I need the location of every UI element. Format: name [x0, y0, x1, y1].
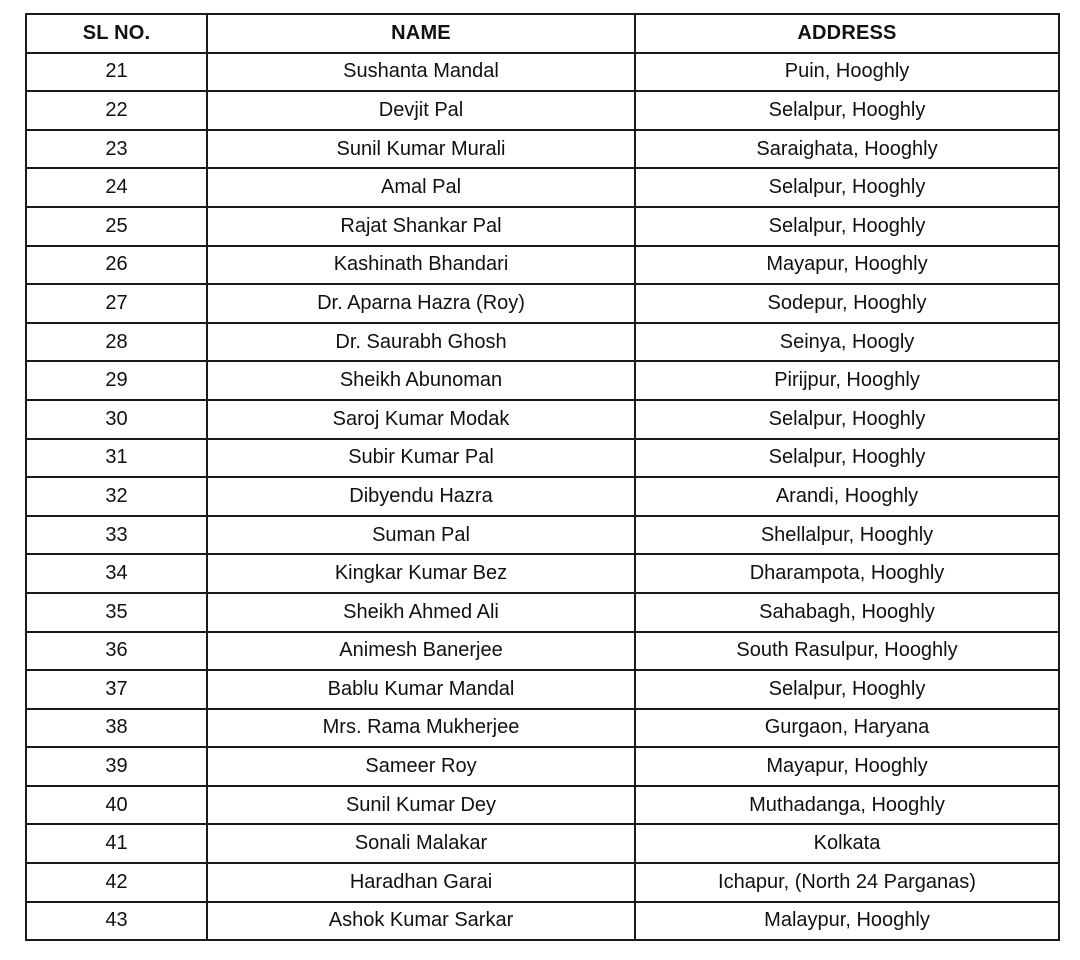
cell-name: Sameer Roy [207, 747, 635, 786]
cell-address: Selalpur, Hooghly [635, 670, 1059, 709]
table-header [26, 14, 1059, 53]
cell-name: Dr. Aparna Hazra (Roy) [207, 284, 635, 323]
cell-name: Haradhan Garai [207, 863, 635, 902]
header-row [26, 14, 1059, 53]
cell-sl-no: 37 [26, 670, 207, 709]
table-row [26, 323, 1059, 362]
cell-address: Muthadanga, Hooghly [635, 786, 1059, 825]
cell-address: Selalpur, Hooghly [635, 91, 1059, 130]
cell-address: Selalpur, Hooghly [635, 439, 1059, 478]
table-row [26, 477, 1059, 516]
table-row [26, 824, 1059, 863]
cell-address: South Rasulpur, Hooghly [635, 632, 1059, 671]
cell-address: Arandi, Hooghly [635, 477, 1059, 516]
cell-address: Dharampota, Hooghly [635, 554, 1059, 593]
cell-address: Puin, Hooghly [635, 53, 1059, 92]
cell-name: Kingkar Kumar Bez [207, 554, 635, 593]
cell-name: Animesh Banerjee [207, 632, 635, 671]
cell-sl-no: 38 [26, 709, 207, 748]
table-row [26, 207, 1059, 246]
cell-sl-no: 33 [26, 516, 207, 555]
cell-name: Mrs. Rama Mukherjee [207, 709, 635, 748]
cell-name: Sonali Malakar [207, 824, 635, 863]
table-row [26, 709, 1059, 748]
table-row [26, 91, 1059, 130]
cell-sl-no: 41 [26, 824, 207, 863]
cell-address: Kolkata [635, 824, 1059, 863]
table-row [26, 400, 1059, 439]
cell-sl-no: 39 [26, 747, 207, 786]
cell-sl-no: 28 [26, 323, 207, 362]
cell-sl-no: 43 [26, 902, 207, 941]
table-row [26, 593, 1059, 632]
table-row [26, 516, 1059, 555]
table-row [26, 361, 1059, 400]
table-row [26, 670, 1059, 709]
cell-address: Selalpur, Hooghly [635, 400, 1059, 439]
table-row [26, 284, 1059, 323]
cell-sl-no: 40 [26, 786, 207, 825]
cell-name: Dr. Saurabh Ghosh [207, 323, 635, 362]
cell-sl-no: 24 [26, 168, 207, 207]
members-table [25, 13, 1060, 941]
table-row [26, 168, 1059, 207]
cell-name: Subir Kumar Pal [207, 439, 635, 478]
table-body [26, 53, 1059, 941]
cell-sl-no: 22 [26, 91, 207, 130]
table-row [26, 246, 1059, 285]
cell-address: Pirijpur, Hooghly [635, 361, 1059, 400]
cell-address: Mayapur, Hooghly [635, 246, 1059, 285]
cell-name: Kashinath Bhandari [207, 246, 635, 285]
cell-name: Sushanta Mandal [207, 53, 635, 92]
table-row [26, 786, 1059, 825]
header-sl-no: SL NO. [26, 14, 207, 53]
cell-sl-no: 30 [26, 400, 207, 439]
header-name: NAME [207, 14, 635, 53]
cell-name: Rajat Shankar Pal [207, 207, 635, 246]
cell-name: Saroj Kumar Modak [207, 400, 635, 439]
cell-name: Ashok Kumar Sarkar [207, 902, 635, 941]
cell-sl-no: 31 [26, 439, 207, 478]
cell-address: Sahabagh, Hooghly [635, 593, 1059, 632]
cell-address: Seinya, Hoogly [635, 323, 1059, 362]
cell-name: Sunil Kumar Murali [207, 130, 635, 169]
header-address: ADDRESS [635, 14, 1059, 53]
cell-name: Suman Pal [207, 516, 635, 555]
cell-sl-no: 21 [26, 53, 207, 92]
cell-name: Sheikh Abunoman [207, 361, 635, 400]
cell-sl-no: 42 [26, 863, 207, 902]
table-row [26, 554, 1059, 593]
cell-address: Sodepur, Hooghly [635, 284, 1059, 323]
table-row [26, 863, 1059, 902]
cell-sl-no: 25 [26, 207, 207, 246]
cell-sl-no: 32 [26, 477, 207, 516]
cell-sl-no: 26 [26, 246, 207, 285]
cell-name: Amal Pal [207, 168, 635, 207]
cell-address: Shellalpur, Hooghly [635, 516, 1059, 555]
cell-sl-no: 27 [26, 284, 207, 323]
cell-address: Mayapur, Hooghly [635, 747, 1059, 786]
table-row [26, 632, 1059, 671]
cell-address: Selalpur, Hooghly [635, 207, 1059, 246]
cell-address: Malaypur, Hooghly [635, 902, 1059, 941]
cell-sl-no: 35 [26, 593, 207, 632]
table-row [26, 130, 1059, 169]
table-row [26, 902, 1059, 941]
cell-sl-no: 29 [26, 361, 207, 400]
cell-address: Gurgaon, Haryana [635, 709, 1059, 748]
cell-sl-no: 36 [26, 632, 207, 671]
cell-name: Dibyendu Hazra [207, 477, 635, 516]
table-row [26, 747, 1059, 786]
cell-sl-no: 23 [26, 130, 207, 169]
table-row [26, 439, 1059, 478]
cell-name: Sheikh Ahmed Ali [207, 593, 635, 632]
cell-address: Saraighata, Hooghly [635, 130, 1059, 169]
cell-name: Bablu Kumar Mandal [207, 670, 635, 709]
table-row [26, 53, 1059, 92]
cell-name: Devjit Pal [207, 91, 635, 130]
cell-address: Ichapur, (North 24 Parganas) [635, 863, 1059, 902]
cell-name: Sunil Kumar Dey [207, 786, 635, 825]
cell-sl-no: 34 [26, 554, 207, 593]
cell-address: Selalpur, Hooghly [635, 168, 1059, 207]
